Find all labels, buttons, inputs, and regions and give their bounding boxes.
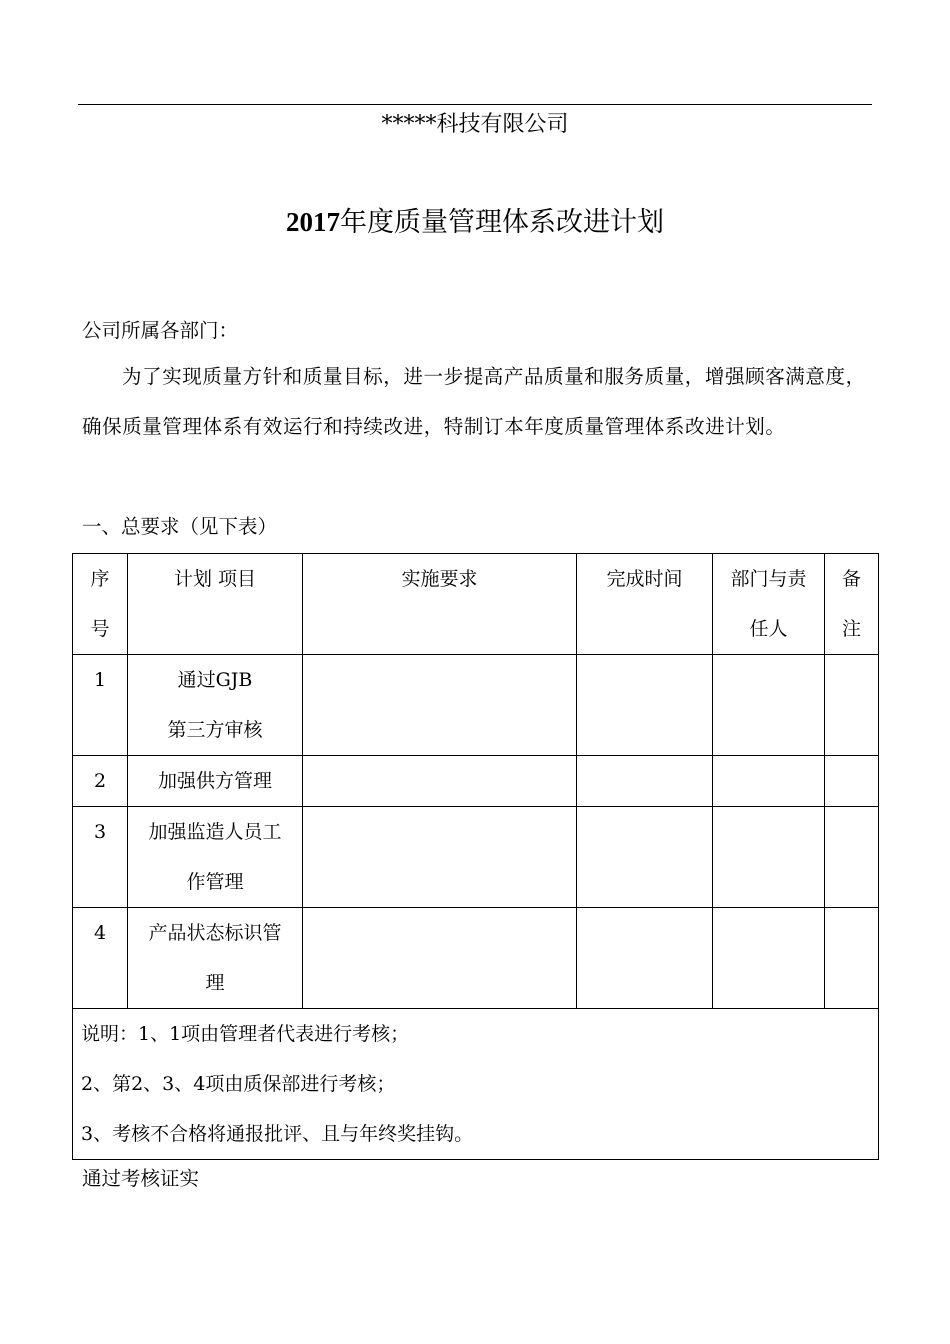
header-no: 序 号 (73, 554, 128, 655)
header-rule (78, 104, 872, 105)
title-year: 2017 (286, 207, 340, 237)
row-time (577, 756, 713, 807)
salutation: 公司所属各部门： (82, 319, 239, 342)
table-row (73, 807, 879, 908)
note-line: 2、第2、3、4项由质保部进行考核； (81, 1073, 396, 1095)
document-title (0, 202, 950, 243)
plan-table (72, 553, 879, 1160)
row-requirement (303, 756, 577, 807)
row-no: 3 (73, 807, 128, 908)
header-dept: 部门与责 任人 (713, 554, 825, 655)
header-requirement: 实施要求 (303, 554, 577, 655)
table-row (73, 908, 879, 1009)
row-time (577, 807, 713, 908)
row-requirement (303, 655, 577, 756)
section-heading: 一、总要求（见下表） (82, 515, 278, 538)
row-dept (713, 655, 825, 756)
note-line: 3、考核不合格将通报批评、且与年终奖挂钩。 (81, 1123, 474, 1145)
row-requirement (303, 807, 577, 908)
header-time: 完成时间 (577, 554, 713, 655)
table-row (73, 655, 879, 756)
row-requirement (303, 908, 577, 1009)
notes-cell (73, 1009, 879, 1160)
header-item: 计划 项目 (128, 554, 303, 655)
row-dept (713, 756, 825, 807)
row-time (577, 908, 713, 1009)
header-note: 备 注 (825, 554, 879, 655)
row-item: 加强供方管理 (128, 756, 303, 807)
company-name: *****科技有限公司 (381, 112, 569, 137)
row-no: 1 (73, 655, 128, 756)
intro-paragraph: 为了实现质量方针和质量目标，进一步提高产品质量和服务质量，增强顾客满意度，确保质量管理体系有效运行和持续改进，特制订本年度质量管理体系改进计划。 (82, 365, 866, 438)
footer-text: 通过考核证实 (82, 1167, 200, 1190)
row-time (577, 655, 713, 756)
table-header-row (73, 554, 879, 655)
row-note (825, 807, 879, 908)
row-dept (713, 807, 825, 908)
row-no: 2 (73, 756, 128, 807)
row-note (825, 908, 879, 1009)
row-dept (713, 908, 825, 1009)
row-item: 通过GJB 第三方审核 (128, 655, 303, 756)
title-text: 年度质量管理体系改进计划 (340, 207, 664, 238)
row-note (825, 655, 879, 756)
table-notes-row (73, 1009, 879, 1160)
row-item: 产品状态标识管 理 (128, 908, 303, 1009)
row-no: 4 (73, 908, 128, 1009)
note-line: 说明：1、1项由管理者代表进行考核； (81, 1023, 410, 1045)
table-row (73, 756, 879, 807)
row-note (825, 756, 879, 807)
row-item: 加强监造人员工 作管理 (128, 807, 303, 908)
